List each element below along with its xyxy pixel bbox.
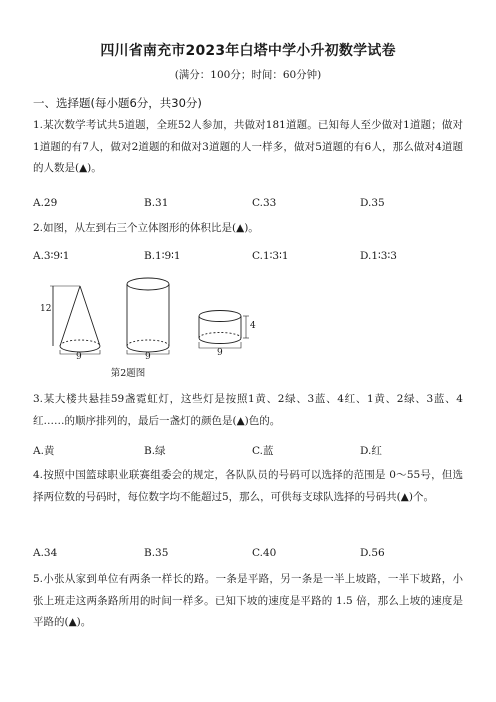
question-4-option-b: B.35 [144,547,169,559]
question-3-text: 3.某大楼共悬挂59盏霓虹灯，这些灯是按照1黄、2绿、3蓝、4红、1黄、2绿、3蓝、4红……的顺序排列的，最后一盏灯的颜色是(▲)色的。 [33,393,463,427]
question-4-option-d: D.56 [360,547,385,559]
question-2-text: 2.如图，从左到右三个立体图形的体积比是(▲)。 [33,222,259,234]
question-5-text: 5.小张从家到单位有两条一样长的路。一条是平路，另一条是一半上坡路，一半下坡路，小张上班走这两条路所用的时间一样多。已知下坡的速度是平路的 1.5 倍，那么上坡的速度是平路的(▲)。 [33,573,463,628]
question-3-option-a: A.黄 [33,445,55,457]
question-1-option-b: B.31 [144,197,169,209]
question-2-option-c: C.1∶3∶1 [252,250,289,262]
height-label: 12 [40,304,52,314]
question-3-option-d: D.红 [360,445,382,457]
short-cylinder-base-front [199,338,241,344]
short-cylinder-top [199,311,241,322]
tall-cylinder-base-back [127,340,169,346]
exam-title: 四川省南充市2023年白塔中学小升初数学试卷 [100,43,396,59]
cone-base-back [60,340,100,346]
cone-right-edge [80,286,100,346]
cone-diameter-label: 9 [76,352,82,362]
question-1-option-c: C.33 [252,197,277,209]
short-cylinder-base-back [199,333,241,339]
question-3-option-b: B.绿 [144,445,166,457]
question-2-options [33,250,473,268]
question-4-option-a: A.34 [33,547,58,559]
cone-left-edge [60,286,80,346]
short-cylinder-diameter-label: 9 [217,348,223,358]
figure-caption: 第2题图 [110,368,146,379]
question-2-option-d: D.1∶3∶3 [360,250,397,262]
exam-subtitle: (满分：100分；时间：60分钟) [174,69,322,81]
question-4-option-c: C.40 [252,547,277,559]
question-3-option-c: C.蓝 [252,445,274,457]
question-2-option-b: B.1∶9∶1 [144,250,181,262]
question-1-option-d: D.35 [360,197,385,209]
question-4-text: 4.按照中国篮球职业联赛组委会的规定，各队队员的号码可以选择的范围是 0～55号，但选择两位数的号码时，每位数字均不能超过5，那么，可供每支球队选择的号码共(▲)个。 [33,469,463,503]
question-3-options [33,443,473,461]
tall-cylinder-diameter-label: 9 [145,352,151,362]
question-4-options [33,547,473,565]
question-1-options [33,197,473,215]
question-1-option-a: A.29 [33,197,58,209]
question-2-figure [38,270,268,382]
tall-cylinder-top [127,278,169,290]
question-2-option-a: A.3∶9∶1 [33,250,70,262]
solids-diagram [38,270,268,365]
question-1-text: 1.某次数学考试共5道题，全班52人参加，共做对181道题。已知每人至少做对1道题；做对1道题的有7人，做对2道题的和做对3道题的人一样多，做对5道题的有6人，那么做对4道题的人数是(▲)。 [33,119,463,174]
short-height-label: 4 [250,321,256,331]
section-heading: 一、选择题(每小题6分，共30分) [33,96,202,110]
